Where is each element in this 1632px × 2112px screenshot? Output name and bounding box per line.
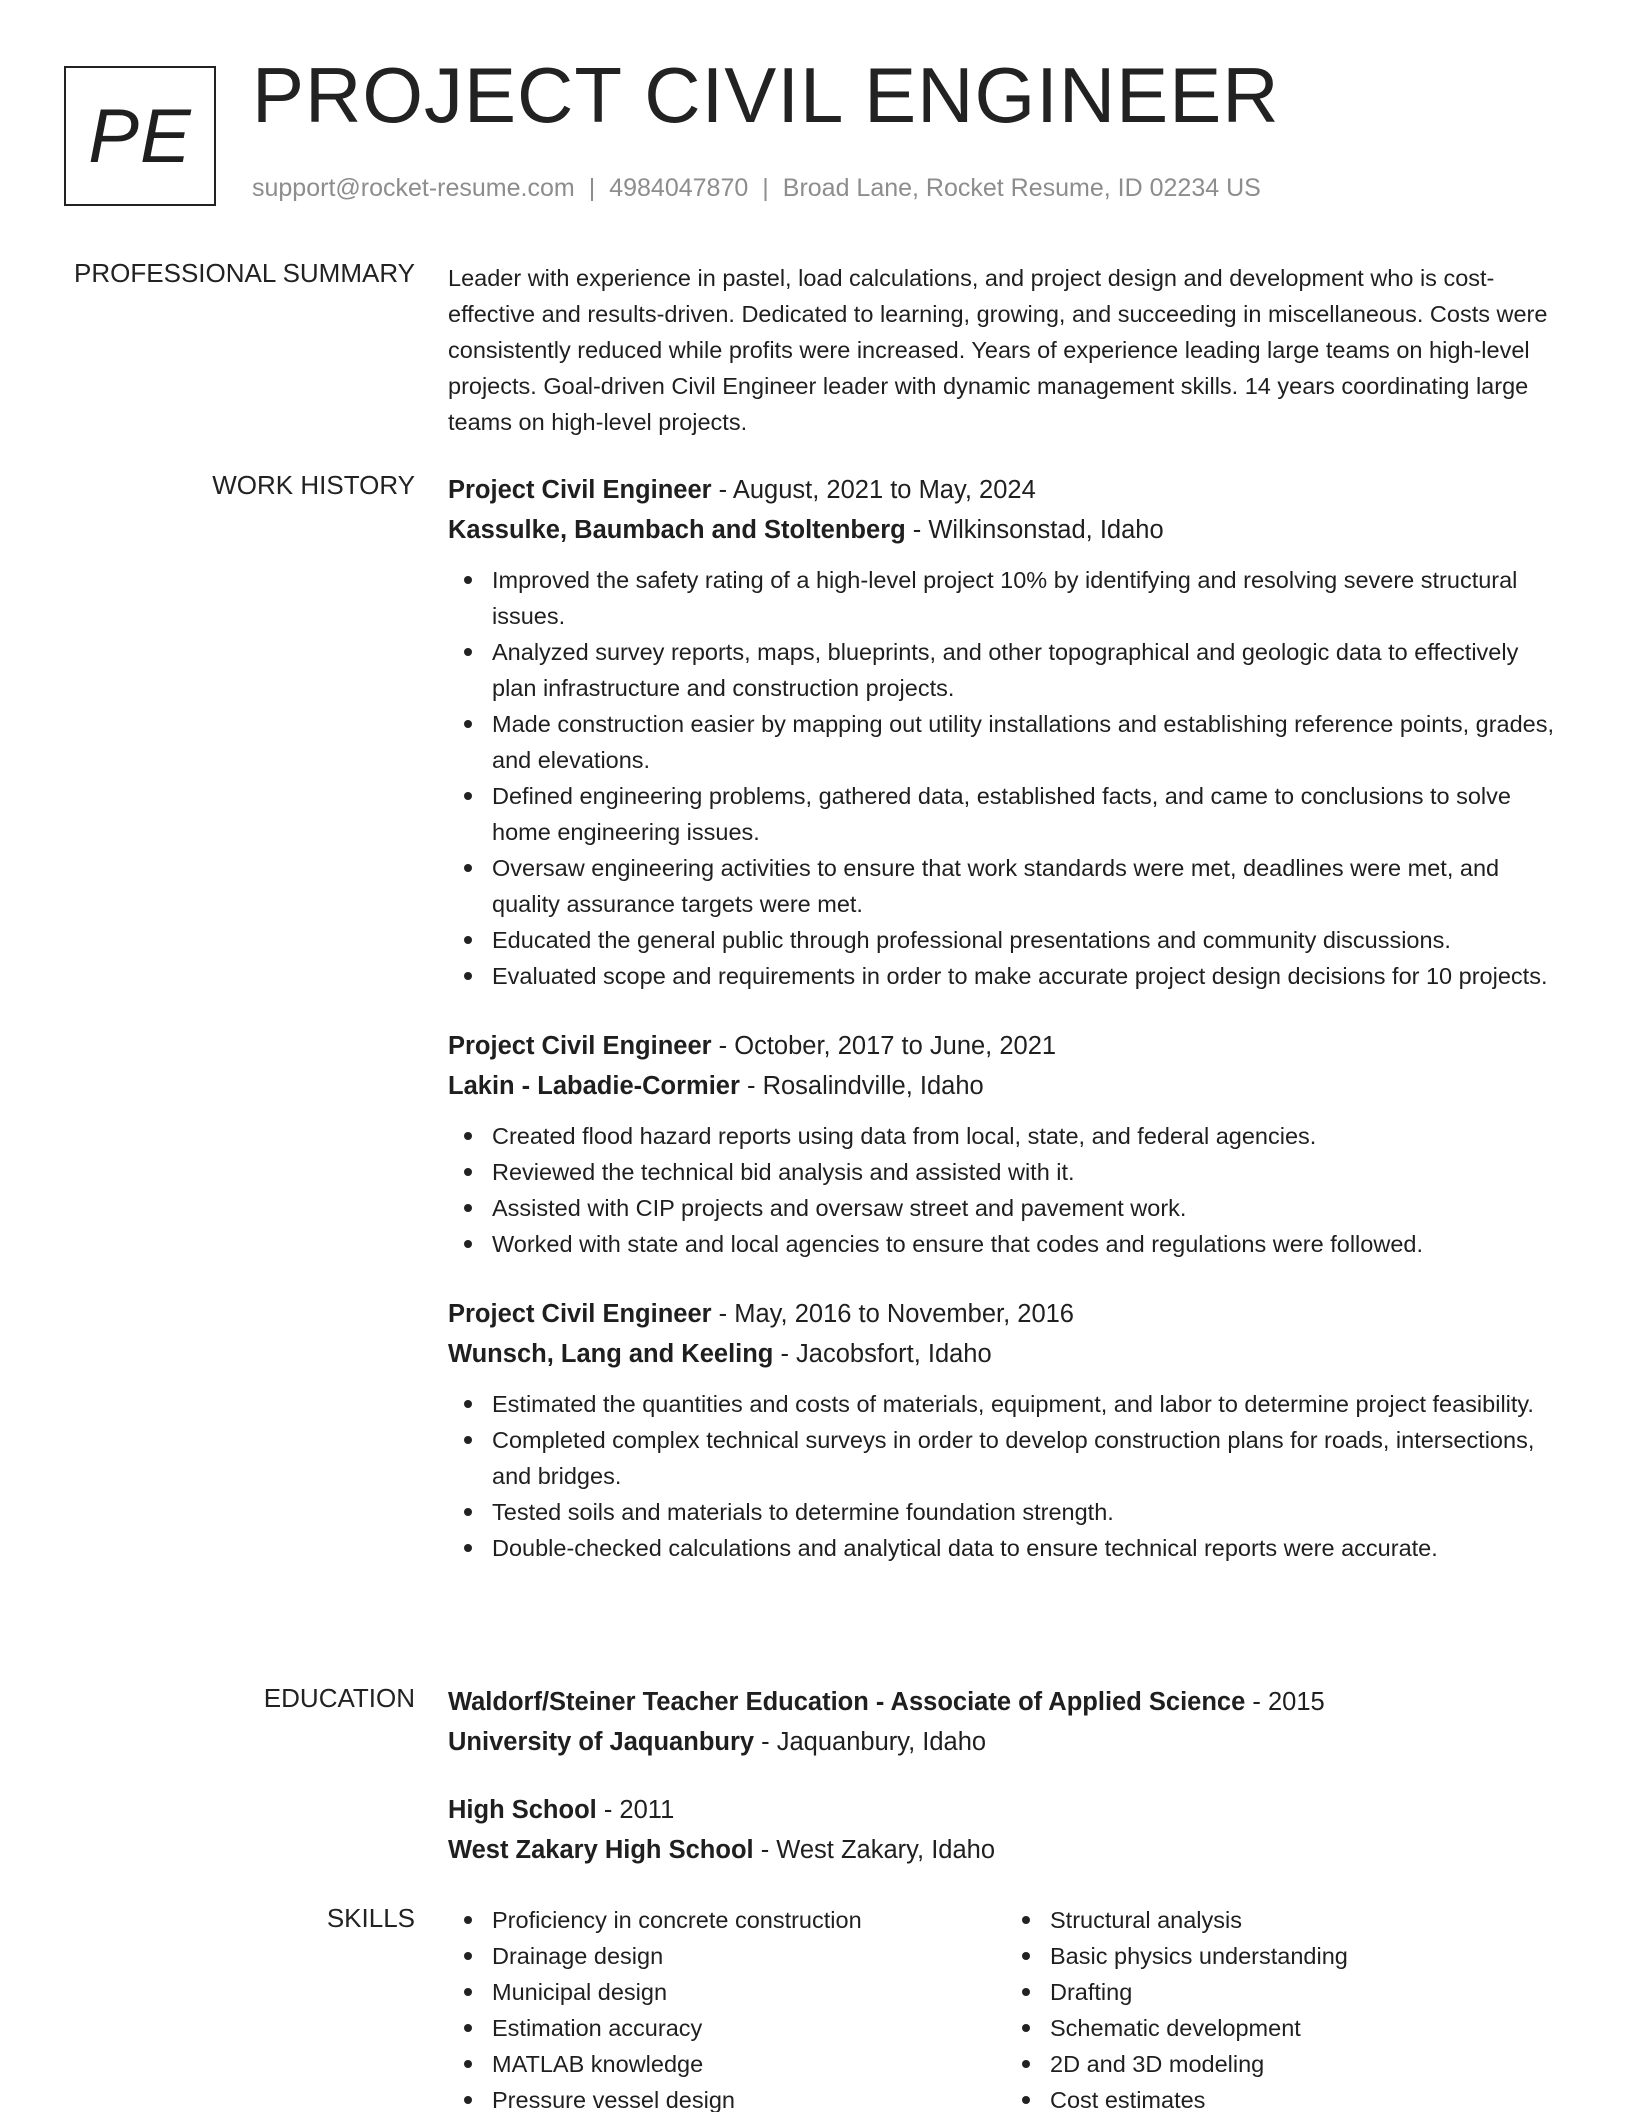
skill-item: Estimation accuracy: [492, 2010, 1006, 2046]
degree-year: - 2015: [1245, 1688, 1325, 1716]
skill-item: Drainage design: [492, 1938, 1006, 1974]
degree-name: High School: [448, 1796, 597, 1824]
job-title: Project Civil Engineer: [448, 476, 712, 504]
skill-item: Basic physics understanding: [1050, 1938, 1564, 1974]
job-entry: [448, 1294, 1564, 1566]
section-label-work-history: WORK HISTORY: [212, 470, 415, 500]
initials-text: PE: [88, 93, 192, 179]
skill-item: MATLAB knowledge: [492, 2046, 1006, 2082]
job-bullet: Assisted with CIP projects and oversaw street and pavement work.: [492, 1190, 1564, 1226]
job-dates: - May, 2016 to November, 2016: [711, 1300, 1074, 1328]
education-entry: [448, 1790, 1564, 1870]
skill-item: 2D and 3D modeling: [1050, 2046, 1564, 2082]
job-bullet: Educated the general public through professional presentations and community discussions.: [492, 922, 1564, 958]
job-title: Project Civil Engineer: [448, 1032, 712, 1060]
summary-text: Leader with experience in pastel, load calculations, and project design and development who is cost-effective and results-driven. Dedicated to learning, growing, and succeeding in miscellaneous. Costs were consistently reduced while profits were increased. Years of experience leading large teams on high-level projects. Goal-driven Civil Engineer leader with dynamic management skills. 14 years coordinating large teams on high-level projects.: [448, 265, 1548, 435]
section-label-education: EDUCATION: [263, 1683, 415, 1713]
job-bullet: Analyzed survey reports, maps, blueprints, and other topographical and geologic data to effectively plan infrastructure and construction projects.: [492, 634, 1564, 706]
company-location: - Wilkinsonstad, Idaho: [905, 516, 1164, 544]
degree-name: Waldorf/Steiner Teacher Education - Associate of Applied Science: [448, 1688, 1246, 1716]
job-bullet: Created flood hazard reports using data from local, state, and federal agencies.: [492, 1118, 1564, 1154]
skills-list: [448, 1902, 1564, 2112]
skill-item: Structural analysis: [1050, 1902, 1564, 1938]
skill-item: Municipal design: [492, 1974, 1006, 2010]
company-location: - Jacobsfort, Idaho: [773, 1340, 992, 1368]
job-bullet: Estimated the quantities and costs of materials, equipment, and labor to determine project feasibility.: [492, 1386, 1564, 1422]
resume-name: PROJECT CIVIL ENGINEER: [252, 51, 1280, 139]
job-title-line: [448, 1026, 1564, 1066]
school-name: West Zakary High School: [448, 1836, 754, 1864]
job-bullet: Defined engineering problems, gathered data, established facts, and came to conclusions to solve home engineering issues.: [492, 778, 1564, 850]
job-bullet: Worked with state and local agencies to ensure that codes and regulations were followed.: [492, 1226, 1564, 1262]
company-line: [448, 510, 1564, 550]
school-location: - Jaquanbury, Idaho: [754, 1728, 987, 1756]
job-bullet: Tested soils and materials to determine foundation strength.: [492, 1494, 1564, 1530]
job-bullets: [448, 1118, 1564, 1262]
contact-phone: 4984047870: [609, 174, 749, 202]
job-title-line: [448, 470, 1564, 510]
job-entry: [448, 1026, 1564, 1262]
company-location: - Rosalindville, Idaho: [739, 1072, 984, 1100]
job-bullets: [448, 1386, 1564, 1566]
initials-monogram: [64, 66, 216, 206]
job-bullet: Double-checked calculations and analytical data to ensure technical reports were accurate.: [492, 1530, 1564, 1566]
section-label-skills: SKILLS: [326, 1903, 415, 1933]
skill-item: Pressure vessel design: [492, 2082, 1006, 2112]
section-label-summary: PROFESSIONAL SUMMARY: [74, 258, 415, 288]
contact-address: Broad Lane, Rocket Resume, ID 02234 US: [782, 174, 1261, 202]
skills-column-2: [1006, 1902, 1564, 2112]
school-line: [448, 1830, 1564, 1870]
education-list: [448, 1682, 1564, 1870]
job-dates: - October, 2017 to June, 2021: [711, 1032, 1057, 1060]
job-bullet: Evaluated scope and requirements in order to make accurate project design decisions for 10 projects.: [492, 958, 1564, 994]
skills-column-1: [448, 1902, 1006, 2112]
skill-item: Cost estimates: [1050, 2082, 1564, 2112]
job-bullet: Completed complex technical surveys in order to develop construction plans for roads, intersections, and bridges.: [492, 1422, 1564, 1494]
job-entry: [448, 470, 1564, 994]
company-line: [448, 1066, 1564, 1106]
company-name: Lakin - Labadie-Cormier: [448, 1072, 740, 1100]
job-bullet: Improved the safety rating of a high-level project 10% by identifying and resolving severe structural issues.: [492, 562, 1564, 634]
degree-line: [448, 1790, 1564, 1830]
company-name: Kassulke, Baumbach and Stoltenberg: [448, 516, 906, 544]
degree-year: - 2011: [596, 1796, 675, 1824]
job-bullet: Reviewed the technical bid analysis and assisted with it.: [492, 1154, 1564, 1190]
skill-item: Proficiency in concrete construction: [492, 1902, 1006, 1938]
skill-item: Schematic development: [1050, 2010, 1564, 2046]
school-location: - West Zakary, Idaho: [753, 1836, 996, 1864]
company-line: [448, 1334, 1564, 1374]
job-title-line: [448, 1294, 1564, 1334]
school-line: [448, 1722, 1564, 1762]
job-bullet: Made construction easier by mapping out utility installations and establishing reference points, grades, and elevations.: [492, 706, 1564, 778]
company-name: Wunsch, Lang and Keeling: [448, 1340, 774, 1368]
job-bullets: [448, 562, 1564, 994]
contact-line: [252, 176, 1261, 201]
contact-email: support@rocket-resume.com: [252, 174, 575, 202]
school-name: University of Jaquanbury: [448, 1728, 755, 1756]
work-history: [448, 470, 1564, 1566]
job-dates: - August, 2021 to May, 2024: [711, 476, 1036, 504]
degree-line: [448, 1682, 1564, 1722]
job-title: Project Civil Engineer: [448, 1300, 712, 1328]
education-entry: [448, 1682, 1564, 1762]
contact-separator: |: [762, 174, 769, 202]
contact-separator: |: [588, 174, 596, 202]
skill-item: Drafting: [1050, 1974, 1564, 2010]
job-bullet: Oversaw engineering activities to ensure that work standards were met, deadlines were met, and quality assurance targets were met.: [492, 850, 1564, 922]
